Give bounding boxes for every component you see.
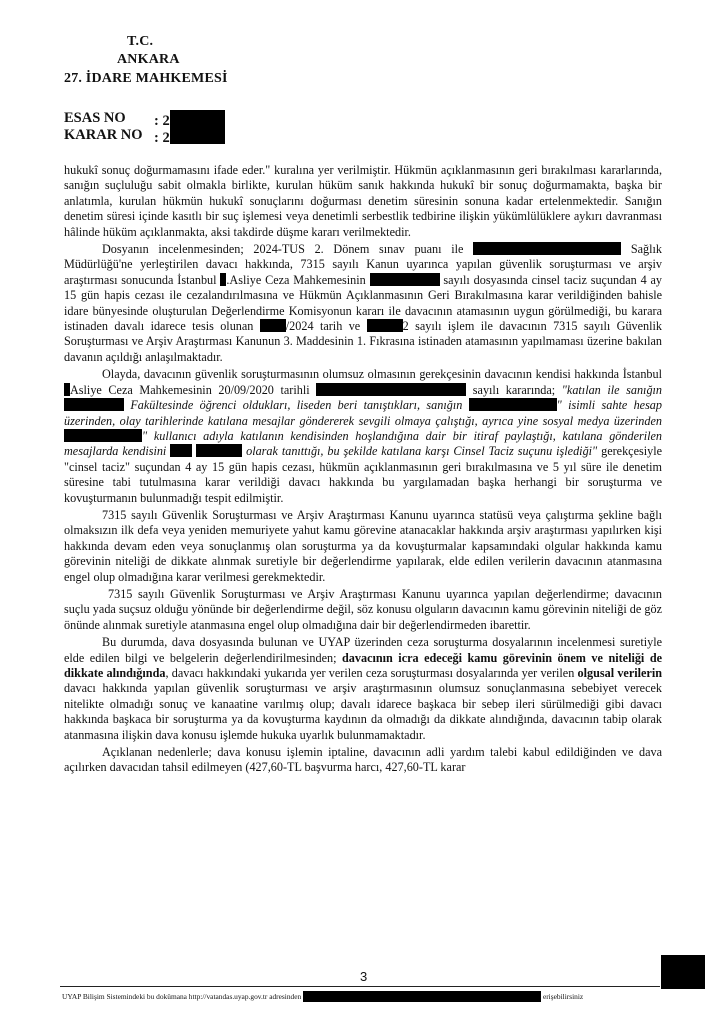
redaction [473, 242, 621, 255]
redaction [196, 444, 242, 457]
karar-no-row [64, 127, 170, 146]
court-city: ANKARA [117, 52, 180, 67]
footer-end: erişebilirsiniz [542, 992, 584, 1001]
redaction [170, 444, 192, 457]
paragraph-4: 7315 sayılı Güvenlik Soruşturması ve Arşiv Araştırması Kanunu uyarınca statüsü veya çalıştırma şekline bağlı olmaksızın ilk defa veya yeniden memuriyete yahut kamu görevine atanacaklar hakkında arşiv araştırması yapılırken kişi hakkında devam eden veya sonuçlanmış olan soruşturma ya da kovuşturmalar kapsamındaki olgular hakkında kamu görevinin niteliği de dikkate alınmak suretiyle bir değerlendirme yapılarak, elde edilen verilerin davacının atanmasına engel olup olmadığına karar verilmesi gerekmektedir. [64, 507, 662, 584]
paragraph-2: Dosyanın incelenmesinden; 2024-TUS 2. Dönem sınav puanı ile Sağlık Müdürlüğü'ne yerleştirilen davacı hakkında, 7315 sayılı Kanun uyarınca yapılan güvenlik soruşturması ve arşiv araştırması sonucunda İstanbul .Asliye Ceza Mahkemesinin sayılı dosyasında cinsel taciz suçundan 4 ay 15 gün hapis cezası ile cezalandırılmasına ve Hükmün Açıklanmasının Geri Bırakılmasına karar verildiğinden bahisle idare bünyesinde oluşturulan Değerlendirme Komisyonun kararı ile davacının atamasının uygun görülmediği, bu karara istinaden davalı idarece tesis olunan /2024 tarih ve 2 sayılı işlem ile davacının 7315 sayılı Güvenlik Soruşturması ve Arşiv Araştırması Kanunun 3. Maddesinin 1. Fıkrasına istinaden atamasının yapılmaması üzerine bakılan davanın açıldığı anlaşılmaktadır. [64, 242, 663, 364]
esas-no-label: ESAS NO [64, 110, 126, 126]
redaction [661, 955, 705, 989]
redaction [64, 398, 124, 411]
court-country: T.C. [127, 34, 154, 49]
redaction [316, 383, 466, 396]
paragraph-5: 7315 sayılı Güvenlik Soruşturması ve Arşiv Araştırması Kanunu uyarınca yapılan değerlendirme; davacının suçlu yada suçsuz olduğu yönünde bir değerlendirme değil, söz konusu olguların davacının kamu görevinin niteliği de göz önünde alınmak suretiyle atanmasına engel olup olmadığına dair bir değerlendirmeden ibarettir. [64, 586, 662, 632]
page-number: 3 [360, 969, 368, 984]
redaction [64, 429, 142, 442]
paragraph-7: Açıklanan nedenlerle; dava konusu işlemin iptaline, davacının adli yardım talebi kabul edildiğinden ve dava açılırken davacıdan tahsil edilmeyen (427,60-TL başvurma harcı, 427,60-TL karar [64, 745, 662, 775]
karar-no-value: : 2 [154, 127, 225, 147]
redaction [170, 110, 225, 127]
paragraph-3: Olayda, davacının güvenlik soruşturmasının olumsuz olmasının gerekçesinin davacının kendisi hakkında İstanbul Asliye Ceza Mahkemesinin 20/09/2020 tarihli sayılı kararında; "katılan ile sanığın Fakültesinde öğrenci oldukları, liseden beri tanıştıkları, sanığın " isimli sahte hesap üzerinden, olay tarihlerinde katılana mesajlar göndererek sevgili olmaya çalıştığı, ayrıca yine sosyal medya üzerinden " kullanıcı adıyla katılanın kendisinden hoşlandığına dair bir itiraf paylaştığı, katılana gönderilen mesajlarda kendisini olarak tanıttığı, bu şekilde katılana karşı Cinsel Taciz suçunu işlediği" gerekçesiyle "cinsel taciz" suçundan 4 ay 15 gün hapis cezası, hükmün açıklanmasının geri bırakılmasına ve 5 yıl süre ile denetim süresine tabi tutulmasına karar verildiği davacı hakkında bu yargılamadan başka herhangi bir soruşturma ve kovuşturmanın bulunmadığı tespit edilmiştir. [64, 367, 663, 505]
esas-no-row [64, 110, 170, 129]
redaction [303, 991, 541, 1002]
redaction [367, 319, 403, 332]
redaction [370, 273, 440, 286]
footer-text: UYAP Bilişim Sistemindeki bu dokümana http://vatandas.uyap.gov.tr adresinden [62, 992, 302, 1001]
redaction [170, 127, 225, 144]
footer [62, 991, 583, 1002]
footer-divider [60, 986, 660, 987]
paragraph-6: Bu durumda, dava dosyasında bulunan ve UYAP üzerinden ceza soruşturma dosyalarının incelenmesi suretiyle elde edilen bilgi ve belgelerin değerlendirilmesinden; davacının icra edeceği kamu görevinin önem ve niteliği de dikkate alındığında, davacı hakkındaki yukarıda yer verilen ceza soruşturması dosyalarında yer verilen olgusal verilerin davacı hakkında yapılan güvenlik soruşturması ve arşiv araştırmasının olumsuz sonuçlanmasına sebebiyet verecek nitelikte olmadığı sonuç ve kanaatine varılmış olup; davalı idarece başkaca bir sebep ileri sürülmediği gibi davacı hakkında başkaca bir soruşturma ya da kovuşturma kaydının da olmadığı da dikkate alındığında, davacının tabip olarak atanmasına ilişkin dava konusu işlemde hukuka uyarlık bulunmamaktadır. [64, 635, 663, 742]
decision-body [64, 163, 662, 776]
court-name: 27. İDARE MAHKEMESİ [64, 71, 228, 86]
redaction [260, 319, 286, 332]
karar-no-label: KARAR NO [64, 127, 143, 143]
esas-no-value: : 2 [154, 110, 225, 130]
paragraph-1: hukukî sonuç doğurmamasını ifade eder." kuralına yer verilmiştir. Hükmün açıklanmasının geri bırakılması kararlarında, sanığın suçluluğu sabit olmakla birlikte, kurulan hüküm sanık hakkında hukukî bir sonuç doğurmamakta, başka bir anlatımla, kurulan hükmün hukukî sonuçlarını doğurması denetim süresinin sonuna kadar ertelenmektedir. Sanığın denetim süresi içinde kasıtlı bir suç işlemesi veya denetimli serbestlik tedbirine ilişkin yükümlülüklere aykırı davranması hâlinde hüküm açıklanmakta, aksi takdirde düşme kararı verilmektedir. [64, 163, 662, 239]
redaction [469, 398, 557, 411]
